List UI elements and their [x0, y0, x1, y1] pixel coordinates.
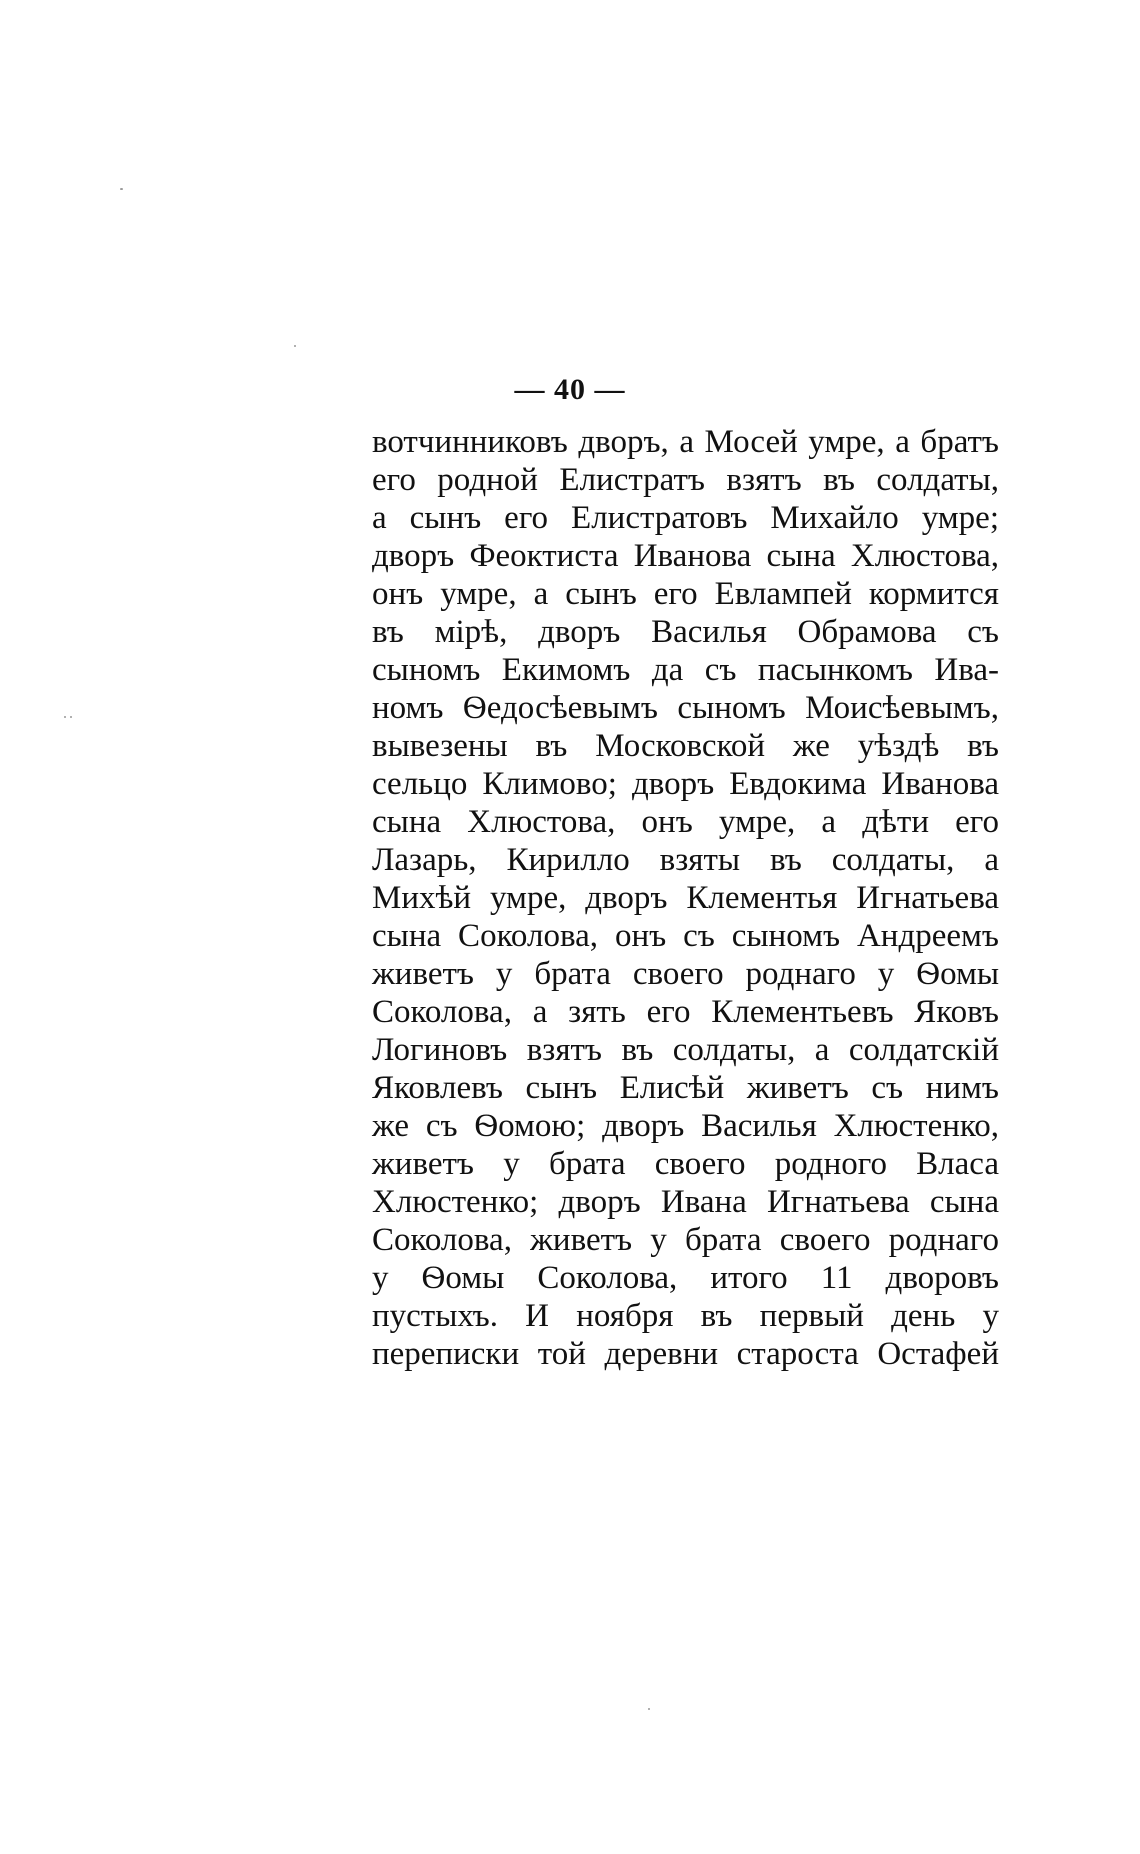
- text-line: живетъ у брата своего роднаго у Ѳомы: [372, 956, 999, 992]
- text-line: сельцо Климово; дворъ Евдокима Иванова: [372, 766, 999, 802]
- text-line: номъ Ѳедосѣевымъ сыномъ Моисѣевымъ,: [372, 690, 999, 726]
- text-line: а сынъ его Елистратовъ Михайло умре;: [372, 500, 999, 536]
- text-line: Соколова, а зять его Клементьевъ Яковъ: [372, 994, 999, 1030]
- text-line: живетъ у брата своего родного Власа: [372, 1146, 999, 1182]
- text-line: пустыхъ. И ноября въ первый день у: [372, 1298, 999, 1334]
- text-line: дворъ Феоктиста Иванова сына Хлюстова,: [372, 538, 999, 574]
- text-line: сыномъ Екимомъ да съ пасынкомъ Ива-: [372, 652, 999, 688]
- page-number: — 40 —: [514, 373, 626, 406]
- text-line: вывезены въ Московской же уѣздѣ въ: [372, 728, 999, 764]
- paper-speck: [294, 345, 296, 347]
- text-line: у Ѳомы Соколова, итого 11 дворовъ: [372, 1260, 999, 1296]
- page-body-text: [372, 423, 999, 1373]
- paper-speck: [70, 716, 72, 718]
- text-line: онъ умре, а сынъ его Евлампей кормится: [372, 576, 999, 612]
- text-line: Соколова, живетъ у брата своего роднаго: [372, 1222, 999, 1258]
- text-line: сына Соколова, онъ съ сыномъ Андреемъ: [372, 918, 999, 954]
- text-line: сына Хлюстова, онъ умре, а дѣти его: [372, 804, 999, 840]
- paper-speck: [120, 188, 123, 190]
- text-line: Лазарь, Кирилло взяты въ солдаты, а: [372, 842, 999, 878]
- text-line: Хлюстенко; дворъ Ивана Игнатьева сына: [372, 1184, 999, 1220]
- text-line: Логиновъ взятъ въ солдаты, а солдатскій: [372, 1032, 999, 1068]
- text-line: въ мірѣ, дворъ Василья Обрамова съ: [372, 614, 999, 650]
- text-line: же съ Ѳомою; дворъ Василья Хлюстенко,: [372, 1108, 999, 1144]
- text-line: переписки той деревни староста Остафей: [372, 1336, 999, 1372]
- text-line: Михѣй умре, дворъ Клементья Игнатьева: [372, 880, 999, 916]
- paper-speck: [64, 716, 66, 718]
- text-line: Яковлевъ сынъ Елисѣй живетъ съ нимъ: [372, 1070, 999, 1106]
- paper-speck: [648, 1708, 650, 1710]
- text-line: вотчинниковъ дворъ, а Мосей умре, а братъ: [372, 424, 999, 460]
- text-line: его родной Елистратъ взятъ въ солдаты,: [372, 462, 999, 498]
